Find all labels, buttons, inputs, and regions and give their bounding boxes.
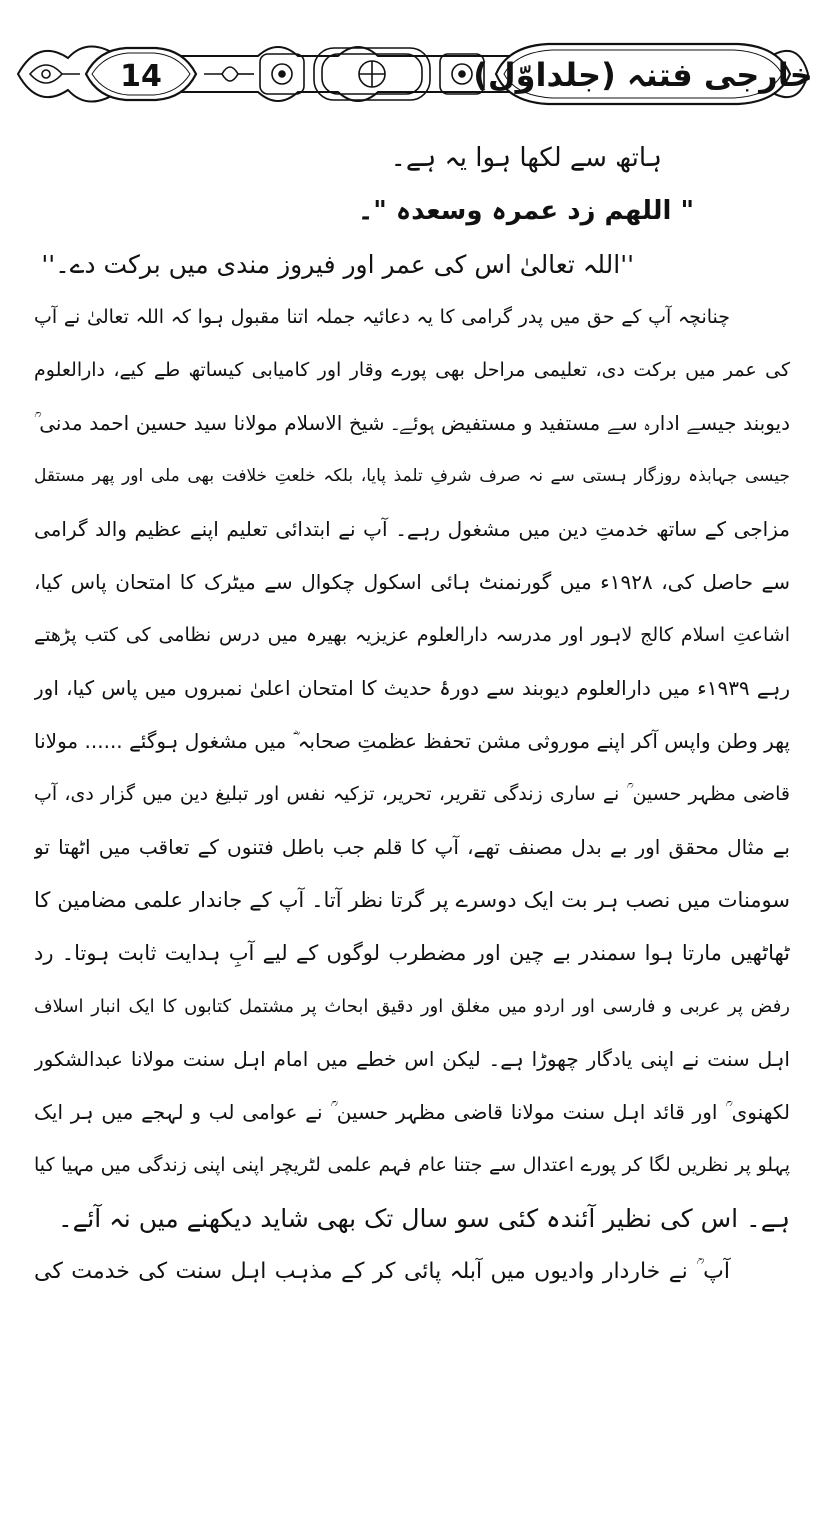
text-line: ٹھاٹھیں مارتا ہوا سمندر بے چین اور مضطرب لوگوں کے لیے آبِ ہدایت ثابت ہوتا۔ رد <box>34 941 790 965</box>
text-line: قاضی مظہر حسین ؒ نے ساری زندگی تقریر، تحریر، تزکیہ نفس اور تبلیغ دین میں گزار دی، آپ <box>34 783 790 805</box>
text-line: پہلو پر نظریں لگا کر پورے اعتدال سے جتنا عام فہم علمی لٹریچر اپنی اپنی زندگی میں مہیا کیا <box>34 1154 790 1176</box>
text-line: اشاعتِ اسلام کالج لاہور اور مدرسہ دارالعلوم عزیزیہ بھیرہ میں درس نظامی کی کتب پڑھتے <box>34 624 790 646</box>
floral-ornament-icon <box>30 65 80 83</box>
page-header <box>8 30 814 118</box>
text-line: جیسی جہابذہ روزگار ہستی سے نہ صرف شرفِ تلمذ پایا، بلکہ خلعتِ خلافت بھی ملی اور پھر مستقل <box>34 466 790 486</box>
ornamental-header-border <box>8 30 814 118</box>
text-line: آپ ؒ نے خاردار وادیوں میں آبلہ پائی کر کے مذہب اہل سنت کی خدمت کی <box>34 1259 730 1284</box>
page-body <box>34 132 790 1298</box>
text-line: چنانچہ آپ کے حق میں پدر گرامی کا یہ دعائیہ جملہ اتنا مقبول ہوا کہ اللہ تعالیٰ نے آپ <box>34 306 730 328</box>
text-line: مزاجی کے ساتھ خدمتِ دین میں مشغول رہے۔ آپ نے ابتدائی تعلیم اپنے عظیم والد گرامی <box>34 517 790 541</box>
text-line: ہے۔ اس کی نظیر آئندہ کئی سو سال تک بھی شاید دیکھنے میں نہ آئے۔ <box>58 1204 790 1233</box>
text-line: دیوبند جیسے ادارہ سے مستفید و مستفیض ہوئے۔ شیخ الاسلام مولانا سید حسین احمد مدنی ؒ <box>34 411 790 435</box>
text-line: ہاتھ سے لکھا ہوا یہ ہے۔ <box>390 143 662 173</box>
text-line: رفض پر عربی و فارسی اور اردو میں مغلق اور دقیق ابحاث پر مشتمل کتابوں کا ایک انبار اسلاف <box>34 996 790 1017</box>
text-line: رہے ۱۹۳۹ء میں دارالعلوم دیوبند سے دورۂ حدیث کا امتحان اعلیٰ نمبروں میں پاس کیا، اور <box>34 676 790 700</box>
text-line: پھر وطن واپس آکر اپنے موروثی مشن تحفظ عظمتِ صحابہ ؓ میں مشغول ہوگئے ...... مولانا <box>34 729 790 753</box>
fleur-ornament-icon <box>204 67 254 81</box>
text-line: اہل سنت نے اپنی یادگار چھوڑا ہے۔ لیکن اس خطے میں امام اہل سنت مولانا عبدالشکور <box>34 1047 790 1071</box>
text-line: بے مثال محقق اور بے بدل مصنف تھے، آپ کا قلم جب باطل فتنوں کے تعاقب میں اٹھتا تو <box>34 835 790 859</box>
page-number: 14 <box>120 59 162 94</box>
arabic-supplication: " اللھم زد عمرہ وسعدہ "۔ <box>358 196 694 226</box>
running-title: خارجی فتنہ (جلداوّل) <box>473 56 813 94</box>
text-line: کی عمر میں برکت دی، تعلیمی مراحل بھی پورے وقار اور کامیابی کیساتھ طے کیے، دارالعلوم <box>34 359 790 381</box>
text-line: سے حاصل کی، ۱۹۲۸ء میں گورنمنٹ ہائی اسکول چکوال سے میٹرک کا امتحان پاس کیا، <box>34 570 790 594</box>
text-line: لکھنوی ؒ اور قائد اہل سنت مولانا قاضی مظہر حسین ؒ نے عوامی لب و لہجے میں ہر ایک <box>34 1100 790 1124</box>
text-line: سومنات میں نصب ہر بت ایک دوسرے پر گرتا نظر آتا۔ آپ کے جاندار علمی مضامین کا <box>34 888 790 912</box>
translation-line: ''اللہ تعالیٰ اس کی عمر اور فیروز مندی میں برکت دے۔'' <box>41 250 634 279</box>
